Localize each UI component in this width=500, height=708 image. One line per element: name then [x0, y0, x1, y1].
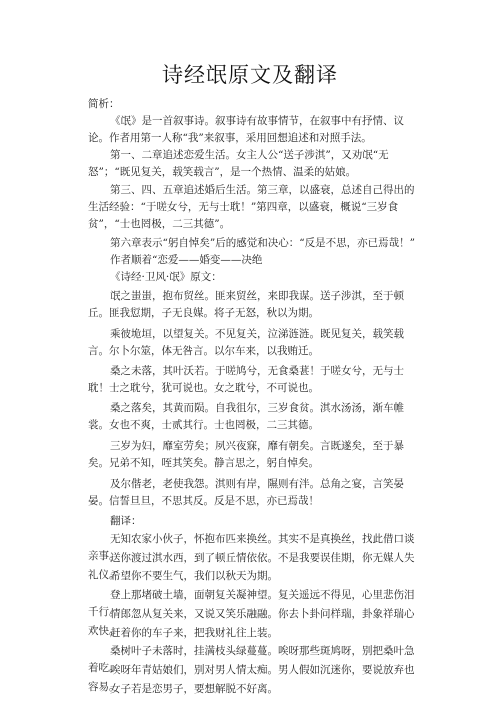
analysis-paragraph-3: 第三、四、五章追述婚后生活。第三章，以盛衰，总述自己得出的生活经验：“于嗟女兮，无与士耽！”第四章，以盛衰，概说“三岁食贫”，“士也罔极，二三其德”。: [88, 184, 415, 230]
translation-header: 翻译：: [110, 515, 142, 527]
poem-header: 《诗经·卫风·氓》原文：: [110, 271, 222, 283]
poem-stanza-4: 桑之落矣，其黄而陨。自我徂尔，三岁食贫。淇水汤汤，渐车帷裳。女也不爽，士贰其行。士也罔极，二三其德。: [88, 402, 405, 431]
poem-stanza-2: 乘彼垝垣，以望复关。不见复关，泣涕涟涟。既见复关，载笑载言。尔卜尔筮，体无咎言。以尔车来，以我贿迁。: [88, 328, 405, 357]
analysis-paragraph-2: 第一、二章追述恋爱生活。女主人公“送子涉淇”，又劝氓“无怒”；“既见复关，载笑载言”，是一个热情、温柔的姑娘。: [88, 149, 389, 178]
poem-stanza-3: 桑之未落，其叶沃若。于嗟鸠兮，无食桑葚！于嗟女兮，无与士耽！士之耽兮，犹可说也。女之耽兮，不可说也。: [88, 365, 405, 394]
poem-stanza-6: 及尔偕老，老使我怨。淇则有岸，隰则有泮。总角之宴，言笑晏晏。信誓旦旦，不思其反。反是不思，亦已焉哉！: [88, 478, 405, 507]
translation-line-5: 情郎忽从复关来，又说又笑乐融融。你去卜卦问样瑞，卦象祥瑞心欢快。: [88, 608, 415, 637]
intro-label: 简析：: [88, 98, 120, 110]
document-title: 诗经氓原文及翻译: [162, 63, 338, 87]
poem-stanza-5: 三岁为妇，靡室劳矣；夙兴夜寐，靡有朝矣。言既遂矣，至于暴矣。兄弟不知，咥其笑矣。静言思之，躬自悼矣。: [88, 440, 405, 469]
translation-line-1: 无知农家小伙子，怀抱布匹来换丝。其实不是真换丝，找此借口谈亲事。: [88, 533, 415, 562]
translation-line-6: 赶着你的车子来，把我财礼往上装。: [110, 627, 279, 639]
translation-line-2: 送你渡过淇水西，到了顿丘情依依。不是我要误佳期，你无媒人失礼仪。: [88, 552, 415, 581]
analysis-paragraph-1: 《氓》是一首叙事诗。叙事诗有故事情节，在叙事中有抒情、议论。作者用第一人称“我”来叙事，采用回想追述和对照手法。: [88, 115, 405, 144]
analysis-paragraph-4: 第六章表示“躬自悼矣”后的感觉和决心：“反是不思，亦已焉哉！”: [110, 237, 416, 249]
translation-line-7: 桑树叶子未落时，挂满枝头绿蔓蔓。唉呀那些斑鸠呀，别把桑叶急着吃。: [88, 645, 415, 674]
translation-line-9: 女子若是恋男子，要想解脱不好离。: [110, 683, 279, 695]
translation-line-3: 希望你不要生气，我们以秋天为期。: [110, 570, 279, 582]
analysis-paragraph-5: 作者顺着“恋爱——婚变——决绝: [110, 254, 263, 266]
translation-line-8: 唉呀年青姑娘们，别对男人情太痴。男人假如沉迷你，要说放弃也容易。: [88, 664, 415, 693]
translation-line-4: 登上那堵破土墙，面朝复关凝神望。复关遥远不得见，心里悲伤泪千行。: [88, 589, 415, 618]
poem-stanza-1: 氓之蚩蚩，抱布贸丝。匪来贸丝，来即我谋。送子涉淇，至于顿丘。匪我愆期，子无良媒。将子无怒，秋以为期。: [88, 290, 405, 319]
